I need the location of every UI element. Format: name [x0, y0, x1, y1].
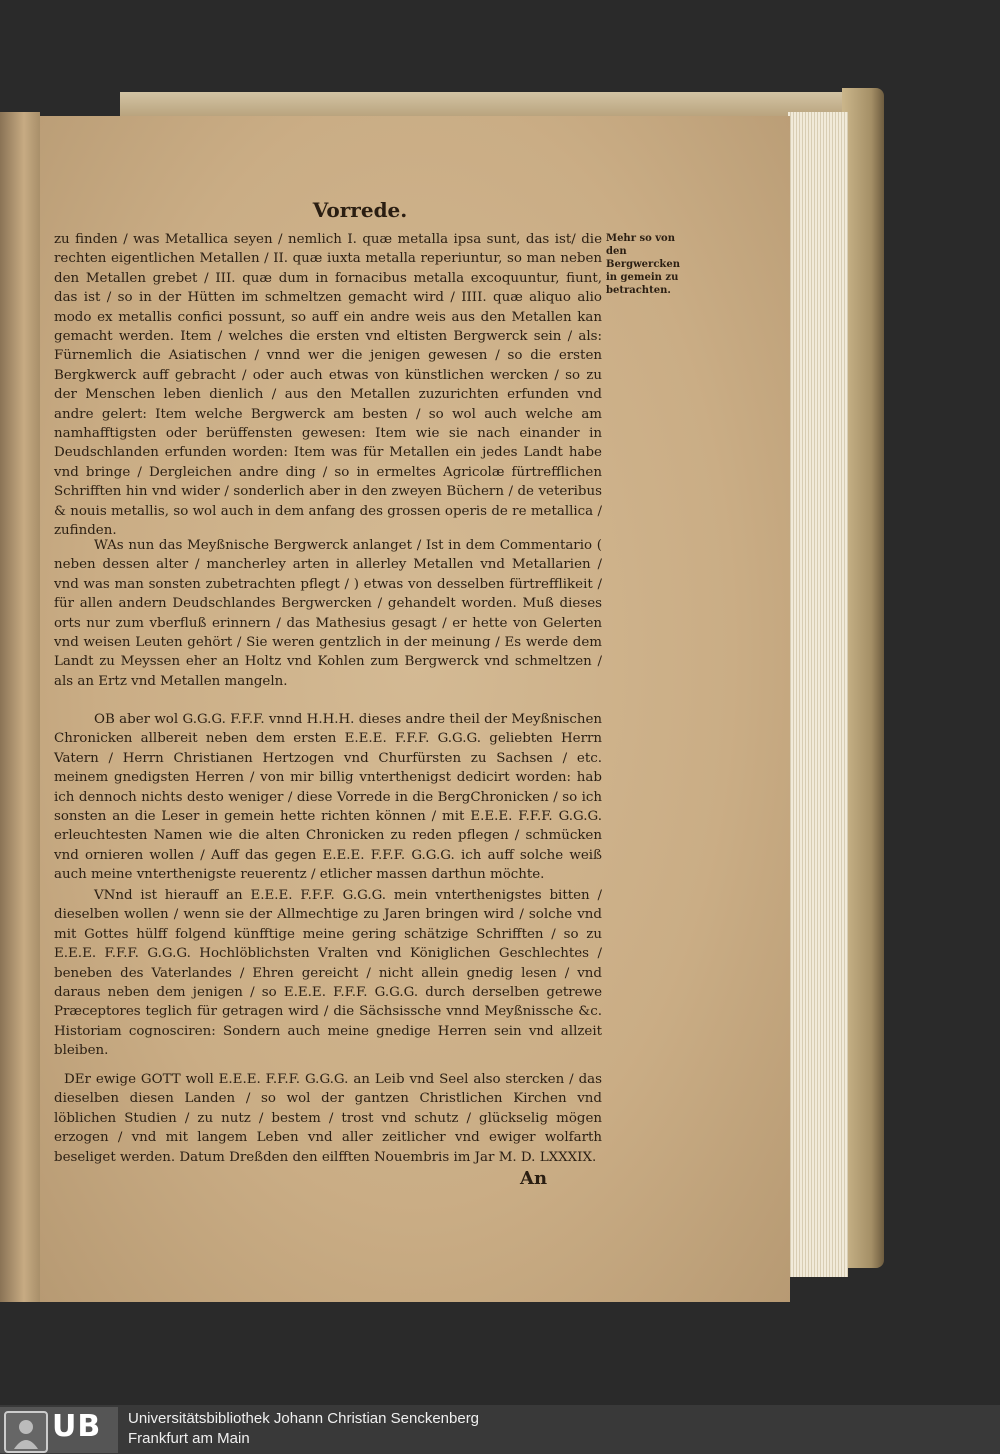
paragraph-5: DEr ewige GOTT woll E.E.E. F.F.F. G.G.G. an Leib vnd Seel also stercken / das dieselben diesen Landen / so wol der gantzen Christlichen Kirchen vnd löblichen Studien / zu nutz / bestem / trost vnd schutz / glückselig mögen erzogen / vnd mit langem Leben vnd aller zeitlicher vnd ewiger wolfarth beseliget werden. Datum Dreßden den eilfften Nouembris im Jar M. D. LXXXIX.: [54, 1072, 602, 1165]
marginal-note: Mehr so von den Bergwercken in gemein zu betrachten.: [606, 233, 680, 296]
footer-bar: [0, 1405, 1000, 1454]
paragraph-2: WAs nun das Meyßnische Bergwerck anlanget / Ist in dem Commentario ( neben dessen alter / mancherley arten in allerley Metallen vnd Metallarien / vnd was man sonsten zubetrachten pflegt / ) etwas von desselben fürtrefflikeit / für allen andern Deudschlandes Bergwercken / gehandelt worden. Muß dieses orts nur zum vberfluß erinnern / das Mathesius gesagt / er hette von Gelerten vnd weisen Leuten gehört / Sie weren gentzlich in der meinung / Es werde dem Landt zu Meyssen eher an Holtz vnd Kohlen zum Bergwerck vnd schmeltzen / als an Ertz vnd Metallen mangeln.: [54, 538, 602, 689]
book-page: [40, 116, 790, 1302]
page-stack-right: [788, 112, 848, 1277]
institution-city: Frankfurt am Main: [128, 1430, 250, 1447]
catchword: An: [520, 1168, 548, 1189]
paragraph-1: zu finden / was Metallica seyen / nemlich I. quæ metalla ipsa sunt, das ist/ die rechten eigentlichen Metallen / II. quæ iuxta metalla reperiuntur, so man neben den Metallen grebet / III. quæ dum in fornacibus metalla excoquuntur, fiunt, das ist / so in der Hütten im schmeltzen gemacht wird / IIII. quæ aliquo alio modo ex metallis confici possunt, so auff ein andre weis aus den Metallen kan gemacht werden. Item / welches die ersten vnd eltisten Bergwerck sein / als: Fürnemlich die Asiatischen / vnnd wer die jenigen gewesen / so die ersten Bergkwerck auff gebracht / oder auch etwas von künstlichen wercken / so zu der Menschen leben dienlich / aus den Metallen zuzurichten erfunden vnd andre gelert: Item welche Bergwerck am besten / so wol auch welche am namhafftigsten oder berüffensten gewesen: Item wie sie nach einander in Deudschlanden erfunden worden: Item was für Metallen ein jedes Landt habe vnd bringe / Dergleichen andre ding / so in ermeltes Agricolæ fürtrefflichen Schrifften hin vnd wider / sonderlich aber in den zweyen Büchern / de veteribus & nouis metallis, so wol auch in dem anfang des grossen operis de re metallica / zufinden.: [54, 232, 602, 539]
left-page-edge: [0, 112, 40, 1302]
portrait-emblem-icon: [4, 1411, 48, 1453]
logo-text: UB: [52, 1409, 102, 1444]
library-logo[interactable]: [0, 1407, 118, 1453]
institution-name[interactable]: Universitätsbibliothek Johann Christian Senckenberg: [128, 1410, 480, 1427]
page-title: Vorrede.: [312, 198, 408, 222]
paragraph-3: OB aber wol G.G.G. F.F.F. vnnd H.H.H. dieses andre theil der Meyßnischen Chronicken allbereit neben dem ersten E.E.E. F.F.F. G.G.G. geliebten Herrn Vatern / Herrn Christianen Hertzogen vnd Churfürsten zu Sachsen / etc. meinem gnedigsten Herren / von mir billig vnterthenigst dedicirt worden: hab ich dennoch nichts desto weniger / diese Vorrede in die BergChronicken / so ich sonsten an die Leser in gemein hette richten können / mit E.E.E. F.F.F. G.G.G. erleuchtesten Namen wie die alten Chronicken zu reden pflegen / schmücken vnd ornieren wollen / Auff das gegen E.E.E. F.F.F. G.G.G. ich auff solche weiß auch meine vnterthenigste reuerentz / etlicher massen darthun möchte.: [54, 712, 602, 883]
page-stack-top: [120, 92, 855, 118]
paragraph-4: VNnd ist hierauff an E.E.E. F.F.F. G.G.G. mein vnterthenigstes bitten / dieselben wollen / wenn sie der Allmechtige zu Jaren bringen wird / solche vnd mit Gottes hülff folgend künfftige meine gering schätzige Schrifften / so zu E.E.E. F.F.F. G.G.G. Hochlöblichsten Vralten vnd Königlichen Geschlechtes / beneben des Vaterlandes / Ehren gereicht / nicht allein gnedig lesen / vnd daraus neben dem jenigen / so E.E.E. F.F.F. G.G.G. durch derselben getrewe Præceptores teglich für getragen wird / die Sächsissche vnnd Meyßnissche &c. Historiam cognosciren: Sondern auch meine gnedige Herren sein vnd allzeit bleiben.: [54, 888, 602, 1059]
book-cover-edge: [842, 88, 884, 1268]
